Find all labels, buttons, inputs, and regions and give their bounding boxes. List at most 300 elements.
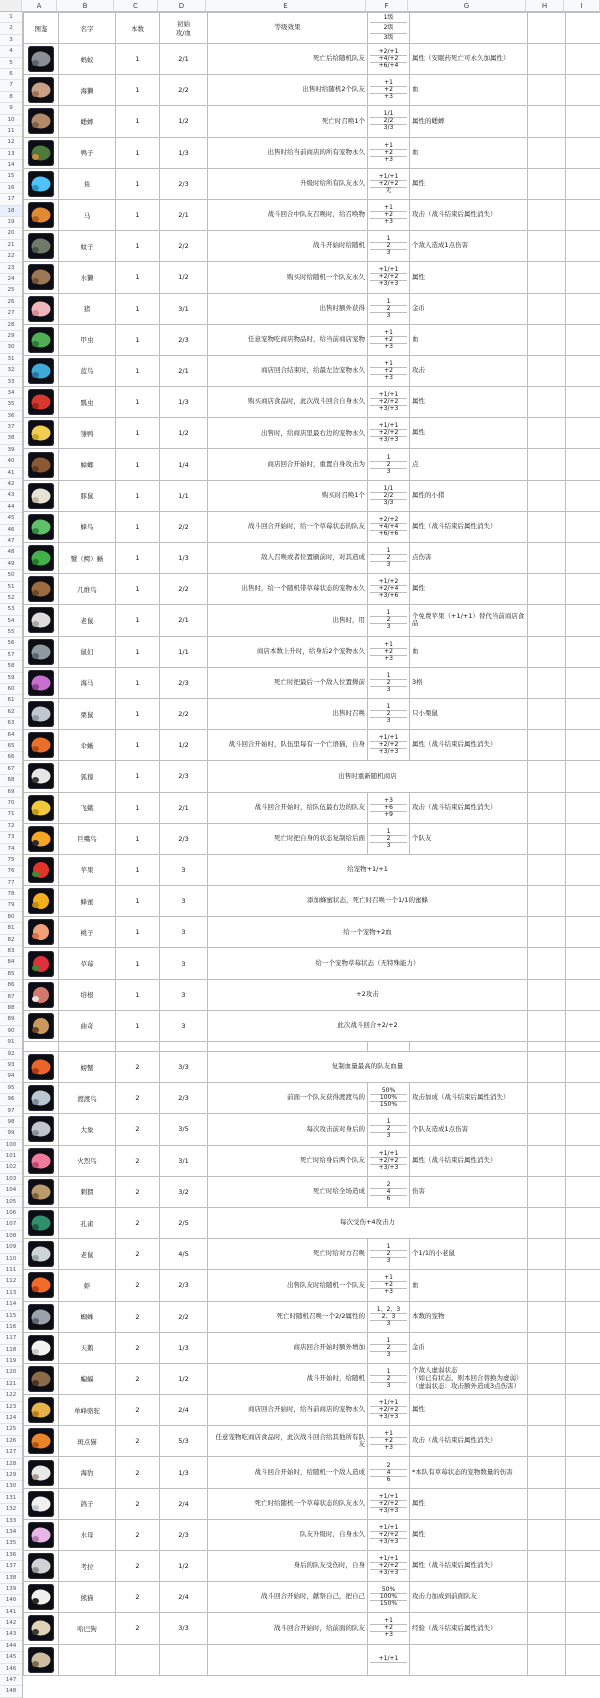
header-stats[interactable] (160, 13, 208, 44)
empty-cell-h[interactable] (528, 761, 566, 792)
row-number[interactable]: 40 (0, 456, 22, 467)
level-values[interactable] (368, 1426, 410, 1457)
row-number[interactable]: 48 (0, 547, 22, 558)
table-row[interactable] (24, 792, 600, 823)
select-all-corner[interactable] (0, 0, 22, 11)
pet-stats[interactable]: 2/2 (160, 511, 208, 542)
column-header-g[interactable]: G (408, 0, 526, 11)
empty-cell-h[interactable] (528, 137, 566, 168)
row-number[interactable]: 82 (0, 935, 22, 946)
pet-count[interactable]: 1 (116, 979, 160, 1010)
pet-count[interactable]: 1 (116, 511, 160, 542)
level-values[interactable] (368, 231, 410, 262)
pet-name[interactable]: 飞蛾 (59, 792, 116, 823)
pet-name[interactable]: 渡渡鸟 (59, 1083, 116, 1114)
row-number[interactable]: 35 (0, 399, 22, 410)
pet-stats[interactable]: 3/5 (160, 1114, 208, 1145)
table-row[interactable] (24, 1613, 600, 1644)
pet-stats[interactable]: 2/1 (160, 605, 208, 636)
pet-effect[interactable]: 前面一个队友获得渡渡鸟的 (208, 1083, 368, 1114)
table-row[interactable] (24, 543, 600, 574)
empty-cell-i[interactable] (566, 262, 600, 293)
pet-count[interactable]: 1 (116, 854, 160, 885)
pet-effect[interactable]: 商店回合开始时额外增加 (208, 1332, 368, 1363)
row-number[interactable]: 134 (0, 1527, 22, 1538)
pet-effect[interactable]: 商店回合结束时，给最左边宠物永久 (208, 355, 368, 386)
level-values[interactable] (368, 387, 410, 418)
pet-count[interactable]: 1 (116, 387, 160, 418)
pet-stats[interactable]: 1/2 (160, 1551, 208, 1582)
pet-name[interactable]: 伞蜥 (59, 730, 116, 761)
row-number[interactable]: 36 (0, 411, 22, 422)
effect-tail[interactable]: 属性 (410, 574, 528, 605)
pet-count[interactable]: 1 (116, 667, 160, 698)
header-icon[interactable]: 图鉴 (24, 13, 59, 44)
effect-tail[interactable]: 个1/1的小老鼠 (410, 1239, 528, 1270)
row-number[interactable]: 70 (0, 798, 22, 809)
row-number[interactable]: 95 (0, 1083, 22, 1094)
empty-cell-i[interactable] (566, 1176, 600, 1207)
row-number[interactable]: 19 (0, 217, 22, 228)
effect-tail[interactable]: 血 (410, 75, 528, 106)
pet-stats[interactable]: 1/3 (160, 137, 208, 168)
effect-tail[interactable]: 属性（战斗结束后属性消失） (410, 511, 528, 542)
pet-effect[interactable]: 战斗回合开始时，给队伍最右边的队友 (208, 792, 368, 823)
level-values[interactable] (368, 1301, 410, 1332)
row-number[interactable]: 11 (0, 126, 22, 137)
row-number[interactable]: 119 (0, 1356, 22, 1367)
pet-stats[interactable]: 2/1 (160, 199, 208, 230)
header-tail[interactable] (410, 13, 528, 44)
pet-stats[interactable]: 1/3 (160, 1332, 208, 1363)
pet-stats[interactable]: 2/1 (160, 44, 208, 75)
pet-count[interactable]: 1 (116, 917, 160, 948)
pet-effect[interactable]: 战斗回合开始时，给一个草莓状态的队友 (208, 511, 368, 542)
empty-cell-h[interactable] (528, 106, 566, 137)
effect-tail[interactable]: 属性 (410, 1488, 528, 1519)
pet-stats[interactable]: 2/2 (160, 75, 208, 106)
empty-cell-i[interactable] (566, 667, 600, 698)
pet-stats[interactable]: 2/4 (160, 1395, 208, 1426)
effect-tail[interactable]: 攻击加成（战斗结束后属性消失） (410, 1083, 528, 1114)
table-row[interactable] (24, 698, 600, 729)
row-number[interactable]: 84 (0, 957, 22, 968)
row-number[interactable]: 124 (0, 1413, 22, 1424)
level-values[interactable] (368, 480, 410, 511)
pet-name[interactable]: 海獭 (59, 75, 116, 106)
pet-effect[interactable]: 添加蜂蜜状态，死亡时召唤一个1/1的蜜蜂 (208, 886, 528, 917)
level-values[interactable] (368, 511, 410, 542)
table-row[interactable] (24, 355, 600, 386)
effect-tail[interactable]: 攻击（战斗结束后属性消失） (410, 792, 528, 823)
empty-cell-i[interactable] (566, 1301, 600, 1332)
pet-count[interactable]: 2 (116, 1145, 160, 1176)
pet-name[interactable]: 天鹅 (59, 1332, 116, 1363)
row-number[interactable]: 140 (0, 1595, 22, 1606)
table-row[interactable] (24, 231, 600, 262)
pet-effect[interactable]: 战斗回合开始时，队伍里每有一个亡语猫，自身 (208, 730, 368, 761)
row-number[interactable]: 16 (0, 183, 22, 194)
row-number[interactable]: 79 (0, 900, 22, 911)
pet-name[interactable]: 哈巴狗 (59, 1613, 116, 1644)
pet-stats[interactable]: 2/3 (160, 1083, 208, 1114)
pet-effect[interactable]: 身后的队友受伤时，自身 (208, 1551, 368, 1582)
empty-cell-h[interactable] (528, 1332, 566, 1363)
row-number[interactable]: 34 (0, 388, 22, 399)
pet-name[interactable]: 巨嘴鸟 (59, 823, 116, 854)
pet-name[interactable]: 蚂蚁 (59, 44, 116, 75)
empty-cell-i[interactable] (566, 886, 600, 917)
effect-tail[interactable]: 个免费苹果（+1/+1）替代当前商店食品 (410, 605, 528, 636)
empty-cell-h[interactable] (528, 1582, 566, 1613)
empty-cell-i[interactable] (566, 605, 600, 636)
empty-cell-i[interactable] (566, 1207, 600, 1238)
table-row[interactable] (24, 730, 600, 761)
empty-cell-h[interactable] (528, 1519, 566, 1550)
empty-cell-i[interactable] (566, 761, 600, 792)
pet-effect[interactable]: 死亡后给随机队友 (208, 44, 368, 75)
pet-name[interactable]: 鸽子 (59, 1488, 116, 1519)
effect-tail[interactable]: 个队友造成1点伤害 (410, 1114, 528, 1145)
pet-effect[interactable]: 战斗回合中队友召唤时，给召唤物 (208, 199, 368, 230)
row-number[interactable]: 65 (0, 741, 22, 752)
row-number[interactable]: 52 (0, 593, 22, 604)
level-values[interactable] (368, 44, 410, 75)
level-values[interactable] (368, 1488, 410, 1519)
empty-cell-h[interactable] (528, 1426, 566, 1457)
pet-name[interactable]: 虾 (59, 1270, 116, 1301)
level-values[interactable] (368, 449, 410, 480)
level-values[interactable] (368, 1644, 410, 1675)
row-number[interactable]: 130 (0, 1481, 22, 1492)
pet-effect[interactable]: 任意宠物吃商店食品时，此次战斗回合给其他所有队友 (208, 1426, 368, 1457)
table-row[interactable] (24, 480, 600, 511)
level-values[interactable] (368, 1582, 410, 1613)
pet-effect[interactable]: 敌人召唤或者位置刷前时，对其造成 (208, 543, 368, 574)
table-row[interactable] (24, 948, 600, 979)
empty-cell-h[interactable] (528, 543, 566, 574)
effect-tail[interactable] (410, 1644, 528, 1675)
empty-cell-i[interactable] (566, 1363, 600, 1394)
level-values[interactable] (368, 574, 410, 605)
row-number[interactable]: 109 (0, 1242, 22, 1253)
pet-name[interactable]: 几维鸟 (59, 574, 116, 605)
pet-stats[interactable]: 2/3 (160, 1519, 208, 1550)
row-number[interactable]: 31 (0, 354, 22, 365)
row-number[interactable]: 63 (0, 718, 22, 729)
table-row[interactable] (24, 1301, 600, 1332)
effect-tail[interactable]: 只小栗鼠 (410, 698, 528, 729)
row-number[interactable]: 83 (0, 946, 22, 957)
level-values[interactable] (368, 1613, 410, 1644)
empty-cell-i[interactable] (566, 730, 600, 761)
empty-cell-h[interactable] (528, 355, 566, 386)
empty-cell-i[interactable] (566, 168, 600, 199)
level-values[interactable] (368, 1270, 410, 1301)
pet-count[interactable]: 2 (116, 1052, 160, 1083)
empty-cell-h[interactable] (528, 480, 566, 511)
pet-effect[interactable]: 死亡时把自身的状态复制给后面 (208, 823, 368, 854)
pet-count[interactable]: 2 (116, 1582, 160, 1613)
pet-name[interactable]: 水獭 (59, 262, 116, 293)
empty-cell-i[interactable] (566, 1488, 600, 1519)
pet-name[interactable]: 海马 (59, 667, 116, 698)
table-row[interactable] (24, 1083, 600, 1114)
pet-stats[interactable]: 5/3 (160, 1426, 208, 1457)
pet-effect[interactable]: 战斗回合开始时，献祭自己，把自己 (208, 1582, 368, 1613)
row-number[interactable]: 121 (0, 1379, 22, 1390)
row-number[interactable]: 96 (0, 1094, 22, 1105)
pet-stats[interactable]: 3/1 (160, 293, 208, 324)
empty-cell-i[interactable] (566, 511, 600, 542)
level-values[interactable] (368, 1457, 410, 1488)
pet-effect[interactable]: 出售时给当前商店的所有宠物永久 (208, 137, 368, 168)
table-row[interactable] (24, 1270, 600, 1301)
empty-cell-i[interactable] (566, 44, 600, 75)
row-number[interactable]: 23 (0, 263, 22, 274)
level-values[interactable] (368, 1176, 410, 1207)
effect-tail[interactable]: 攻击（战斗结束后属性消失） (410, 1426, 528, 1457)
pet-count[interactable]: 1 (116, 823, 160, 854)
column-header-a[interactable]: A (22, 0, 57, 11)
pet-count[interactable]: 1 (116, 293, 160, 324)
pet-effect[interactable]: 死亡时召唤1个 (208, 106, 368, 137)
pet-count[interactable]: 1 (116, 355, 160, 386)
empty-cell-i[interactable] (566, 948, 600, 979)
empty-cell-h[interactable] (528, 1114, 566, 1145)
pet-effect[interactable]: 每次受伤+4攻击力 (208, 1207, 528, 1238)
row-number[interactable]: 91 (0, 1037, 22, 1048)
pet-count[interactable]: 1 (116, 106, 160, 137)
pet-stats[interactable]: 2/2 (160, 574, 208, 605)
empty-cell-h[interactable] (528, 1145, 566, 1176)
level-values[interactable] (368, 1363, 410, 1394)
pet-stats[interactable]: 3/1 (160, 1145, 208, 1176)
pet-stats[interactable]: 1/3 (160, 543, 208, 574)
pet-count[interactable]: 2 (116, 1114, 160, 1145)
pet-effect[interactable]: 死亡时给身后两个队友 (208, 1145, 368, 1176)
table-row[interactable] (24, 1052, 600, 1083)
row-number[interactable]: 66 (0, 752, 22, 763)
pet-stats[interactable]: 1/2 (160, 106, 208, 137)
row-number[interactable]: 30 (0, 342, 22, 353)
row-number[interactable]: 78 (0, 889, 22, 900)
empty-cell-h[interactable] (528, 511, 566, 542)
pet-count[interactable]: 1 (116, 231, 160, 262)
row-number[interactable]: 9 (0, 103, 22, 114)
effect-tail[interactable]: 3格 (410, 667, 528, 698)
pet-effect[interactable]: 每次攻击前对身后的 (208, 1114, 368, 1145)
header-effect[interactable]: 等级效果 (208, 13, 368, 44)
pet-effect[interactable]: 队友升级时，自身永久 (208, 1519, 368, 1550)
empty-cell-h[interactable] (528, 574, 566, 605)
row-number[interactable]: 102 (0, 1162, 22, 1173)
row-number[interactable]: 26 (0, 297, 22, 308)
table-row[interactable] (24, 137, 600, 168)
row-number[interactable]: 76 (0, 866, 22, 877)
pet-effect[interactable]: 此次战斗回合+2/+2 (208, 1010, 528, 1041)
row-number[interactable]: 13 (0, 149, 22, 160)
empty-cell-h[interactable] (528, 698, 566, 729)
pet-name[interactable]: 海豹 (59, 1457, 116, 1488)
effect-tail[interactable]: 金币 (410, 293, 528, 324)
pet-stats[interactable]: 3 (160, 1010, 208, 1041)
pet-effect[interactable]: 战斗开始时给随机 (208, 231, 368, 262)
row-number[interactable]: 25 (0, 285, 22, 296)
row-number[interactable]: 17 (0, 194, 22, 205)
pet-effect[interactable]: 给一个宠物草莓状态（无特殊能力） (208, 948, 528, 979)
empty-cell-i[interactable] (566, 293, 600, 324)
pet-stats[interactable]: 2/3 (160, 823, 208, 854)
effect-tail[interactable]: 本数的宠物 (410, 1301, 528, 1332)
pet-effect[interactable]: 给一个宠物+2血 (208, 917, 528, 948)
pet-name[interactable]: 蓝鸟 (59, 355, 116, 386)
table-row[interactable] (24, 511, 600, 542)
column-header-e[interactable]: E (206, 0, 366, 11)
pet-stats[interactable]: 2/2 (160, 1301, 208, 1332)
pet-stats[interactable] (160, 1644, 208, 1675)
empty-cell-h[interactable] (528, 636, 566, 667)
empty-cell-i[interactable] (566, 854, 600, 885)
row-number[interactable]: 75 (0, 855, 22, 866)
pet-stats[interactable]: 2/2 (160, 231, 208, 262)
header-name[interactable]: 名字 (59, 13, 116, 44)
empty-cell-h[interactable] (528, 792, 566, 823)
row-number[interactable]: 24 (0, 274, 22, 285)
row-number[interactable]: 93 (0, 1060, 22, 1071)
row-number[interactable]: 49 (0, 559, 22, 570)
row-number[interactable]: 59 (0, 673, 22, 684)
row-number[interactable]: 94 (0, 1071, 22, 1082)
row-number[interactable]: 37 (0, 422, 22, 433)
pet-name[interactable]: 螃蟹 (59, 1052, 116, 1083)
table-row[interactable] (24, 1582, 600, 1613)
pet-effect[interactable]: 商店本数上升时，给身后2个宠物永久 (208, 636, 368, 667)
pet-count[interactable]: 1 (116, 636, 160, 667)
header-count[interactable]: 本数 (116, 13, 160, 44)
row-number[interactable]: 60 (0, 684, 22, 695)
table-row[interactable] (24, 293, 600, 324)
header-h[interactable] (528, 13, 566, 44)
pet-count[interactable]: 1 (116, 574, 160, 605)
table-row[interactable] (24, 1145, 600, 1176)
row-number[interactable]: 128 (0, 1459, 22, 1470)
empty-cell-i[interactable] (566, 75, 600, 106)
row-number[interactable]: 122 (0, 1390, 22, 1401)
effect-tail[interactable]: 属性（战斗结束后属性消失） (410, 730, 528, 761)
column-header-h[interactable]: H (526, 0, 564, 11)
pet-count[interactable]: 2 (116, 1395, 160, 1426)
pet-stats[interactable]: 3 (160, 854, 208, 885)
row-number[interactable]: 57 (0, 650, 22, 661)
pet-name[interactable]: 蜂鸟 (59, 511, 116, 542)
pet-name[interactable]: 狐獴 (59, 761, 116, 792)
effect-tail[interactable]: 点 (410, 449, 528, 480)
pet-effect[interactable] (208, 1644, 368, 1675)
row-number[interactable]: 98 (0, 1117, 22, 1128)
pet-count[interactable]: 1 (116, 480, 160, 511)
row-number[interactable]: 107 (0, 1219, 22, 1230)
empty-cell-i[interactable] (566, 917, 600, 948)
row-number[interactable]: 101 (0, 1151, 22, 1162)
pet-effect[interactable]: 购买商店食品时，此次战斗回合自身永久 (208, 387, 368, 418)
empty-cell-i[interactable] (566, 1239, 600, 1270)
pet-effect[interactable]: 出售时重新随机商店 (208, 761, 528, 792)
table-row[interactable] (24, 106, 600, 137)
pet-count[interactable]: 1 (116, 698, 160, 729)
table-row[interactable] (24, 1644, 600, 1675)
effect-tail[interactable]: 攻击（战斗结束后属性消失） (410, 199, 528, 230)
row-number[interactable]: 108 (0, 1231, 22, 1242)
row-number[interactable]: 88 (0, 1003, 22, 1014)
row-number[interactable]: 117 (0, 1333, 22, 1344)
pet-name[interactable]: 蜘蛛 (59, 1301, 116, 1332)
row-number[interactable]: 89 (0, 1014, 22, 1025)
pet-stats[interactable]: 1/2 (160, 262, 208, 293)
pet-name[interactable]: 雏鸭 (59, 418, 116, 449)
row-number[interactable]: 132 (0, 1504, 22, 1515)
pet-stats[interactable]: 2/3 (160, 667, 208, 698)
pet-effect[interactable]: 升级时给所有队友永久 (208, 168, 368, 199)
empty-cell-i[interactable] (566, 1010, 600, 1041)
level-values[interactable] (368, 823, 410, 854)
table-row[interactable] (24, 199, 600, 230)
row-number[interactable]: 46 (0, 525, 22, 536)
row-number[interactable]: 15 (0, 171, 22, 182)
row-number[interactable]: 80 (0, 912, 22, 923)
table-row[interactable] (24, 449, 600, 480)
empty-cell-h[interactable] (528, 199, 566, 230)
pet-name[interactable]: 鸭子 (59, 137, 116, 168)
empty-cell-h[interactable] (528, 605, 566, 636)
pet-name[interactable]: 孔雀 (59, 1207, 116, 1238)
empty-cell-h[interactable] (528, 1207, 566, 1238)
level-values[interactable] (368, 1145, 410, 1176)
row-number[interactable]: 62 (0, 707, 22, 718)
row-number[interactable]: 68 (0, 775, 22, 786)
empty-cell-i[interactable] (566, 1644, 600, 1675)
pet-stats[interactable]: 1/1 (160, 480, 208, 511)
effect-tail[interactable]: 属性 (410, 1519, 528, 1550)
row-number[interactable]: 58 (0, 661, 22, 672)
row-number[interactable]: 105 (0, 1197, 22, 1208)
table-row[interactable] (24, 667, 600, 698)
pet-count[interactable]: 1 (116, 761, 160, 792)
row-number[interactable]: 148 (0, 1686, 22, 1697)
table-row[interactable] (24, 574, 600, 605)
pet-count[interactable]: 1 (116, 449, 160, 480)
pet-name[interactable]: 老鼠 (59, 1239, 116, 1270)
pet-count[interactable]: 2 (116, 1426, 160, 1457)
row-number[interactable]: 67 (0, 764, 22, 775)
row-number[interactable]: 81 (0, 923, 22, 934)
empty-cell-h[interactable] (528, 231, 566, 262)
empty-cell-h[interactable] (528, 1363, 566, 1394)
row-number[interactable]: 87 (0, 992, 22, 1003)
pet-name[interactable]: 蝙蝠 (59, 1363, 116, 1394)
level-values[interactable] (368, 1519, 410, 1550)
empty-cell-i[interactable] (566, 1426, 600, 1457)
table-row[interactable] (24, 854, 600, 885)
level-values[interactable] (368, 1239, 410, 1270)
empty-cell-i[interactable] (566, 324, 600, 355)
empty-cell-i[interactable] (566, 1613, 600, 1644)
pet-stats[interactable]: 2/3 (160, 1270, 208, 1301)
pet-effect[interactable]: 复制血量最高的队友血量 (208, 1052, 528, 1083)
empty-cell-h[interactable] (528, 1010, 566, 1041)
row-number[interactable]: 106 (0, 1208, 22, 1219)
pet-stats[interactable]: 3 (160, 948, 208, 979)
